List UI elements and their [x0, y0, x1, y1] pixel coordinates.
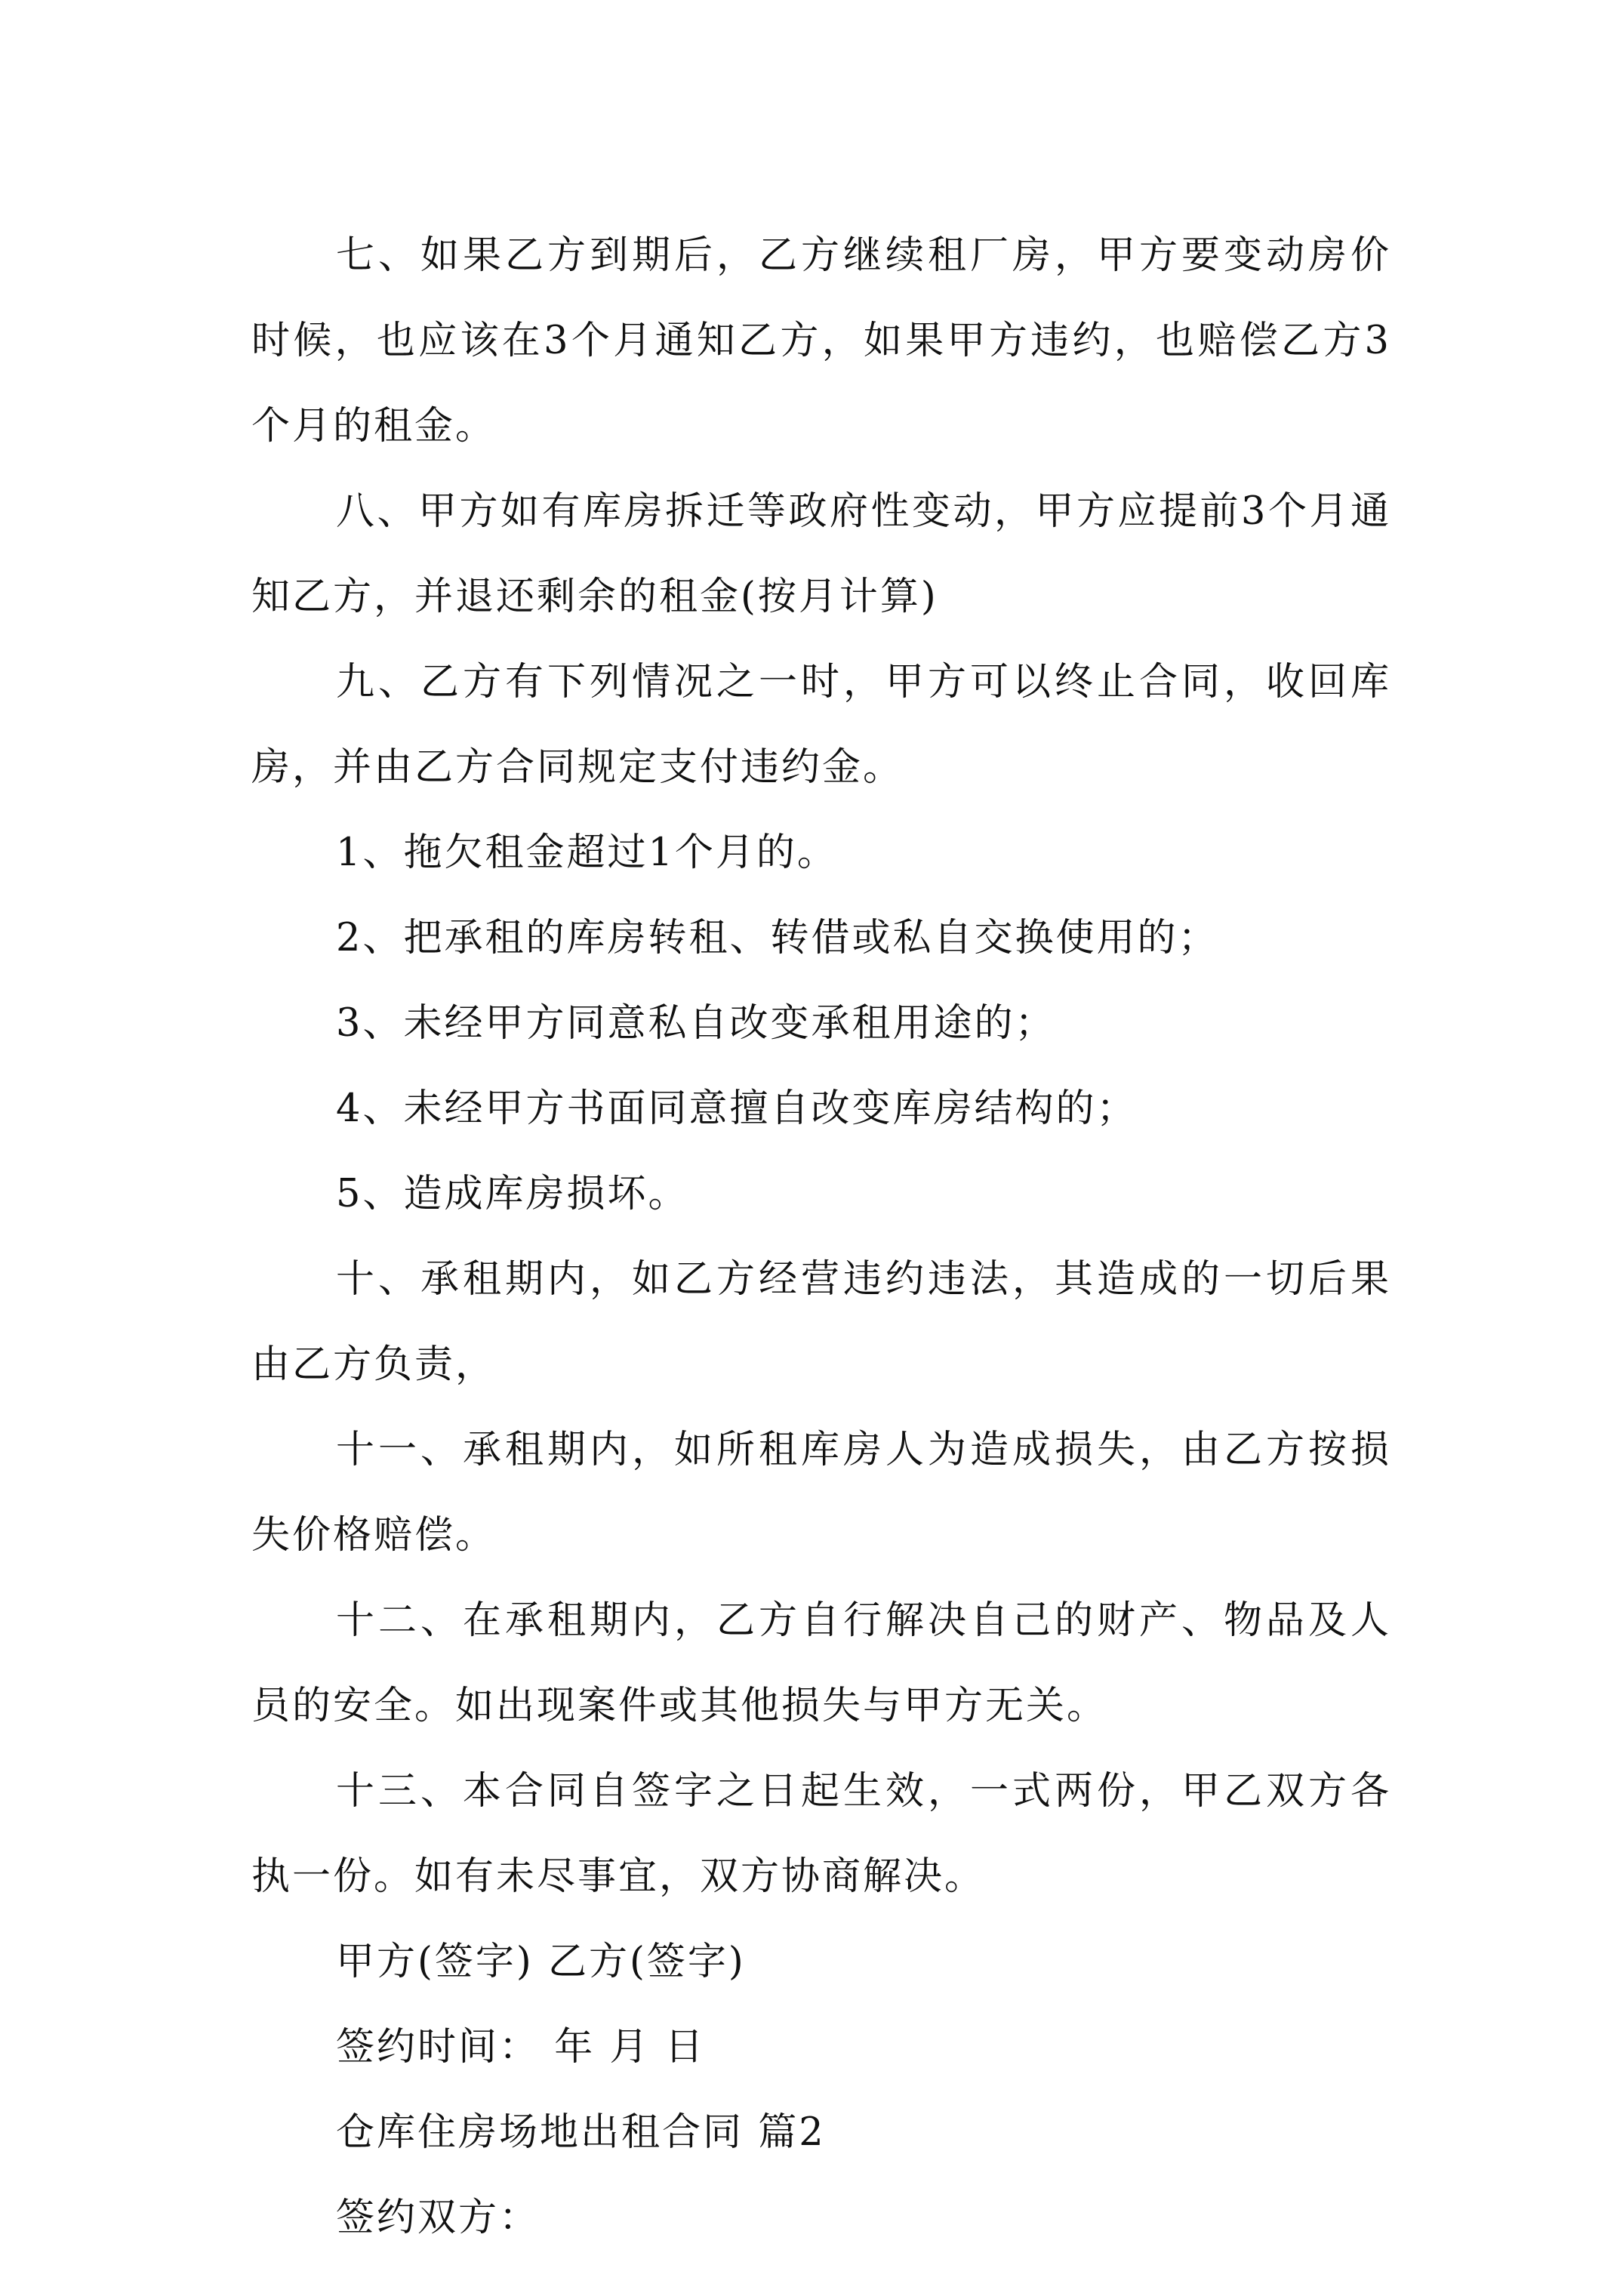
clause-7: 七、如果乙方到期后，乙方继续租厂房，甲方要变动房价时候，也应该在3个月通知乙方，如果甲方违约，也赔偿乙方3个月的租金。 — [251, 233, 1391, 448]
clause-11: 十一、承租期内，如所租库房人为造成损失，由乙方按损失价格赔偿。 — [251, 1428, 1391, 1558]
section-heading: 仓库住房场地出租合同 篇2 — [336, 2110, 826, 2155]
clause-9-item-5: 5、造成库房损坏。 — [336, 1172, 689, 1216]
clause-10: 十、承租期内，如乙方经营违约违法，其造成的一切后果由乙方负责， — [251, 1257, 1391, 1387]
signature-line: 甲方(签字) 乙方(签字) — [336, 1940, 746, 1984]
contract-body — [251, 213, 1391, 2261]
clause-12: 十二、在承租期内，乙方自行解决自己的财产、物品及人员的安全。如出现案件或其他损失与甲方无关。 — [251, 1598, 1391, 1728]
clause-8: 八、甲方如有库房拆迁等政府性变动，甲方应提前3个月通知乙方，并退还剩余的租金(按月计算) — [251, 489, 1391, 619]
clause-9-item-2: 2、把承租的库房转租、转借或私自交换使用的； — [336, 916, 1219, 960]
clause-9-item-4: 4、未经甲方书面同意擅自改变库房结构的； — [336, 1086, 1138, 1131]
signing-date-line: 签约时间： 年 月 日 — [336, 2025, 706, 2069]
clause-9: 九、乙方有下列情况之一时，甲方可以终止合同，收回库房，并由乙方合同规定支付违约金。 — [251, 660, 1391, 790]
clause-13: 十三、本合同自签字之日起生效，一式两份，甲乙双方各执一份。如有未尽事宜，双方协商解决。 — [251, 1769, 1391, 1899]
parties-line: 签约双方： — [336, 2196, 540, 2240]
clause-9-item-3: 3、未经甲方同意私自改变承租用途的； — [336, 1001, 1056, 1046]
clause-9-item-1: 1、拖欠租金超过1个月的。 — [336, 831, 838, 875]
